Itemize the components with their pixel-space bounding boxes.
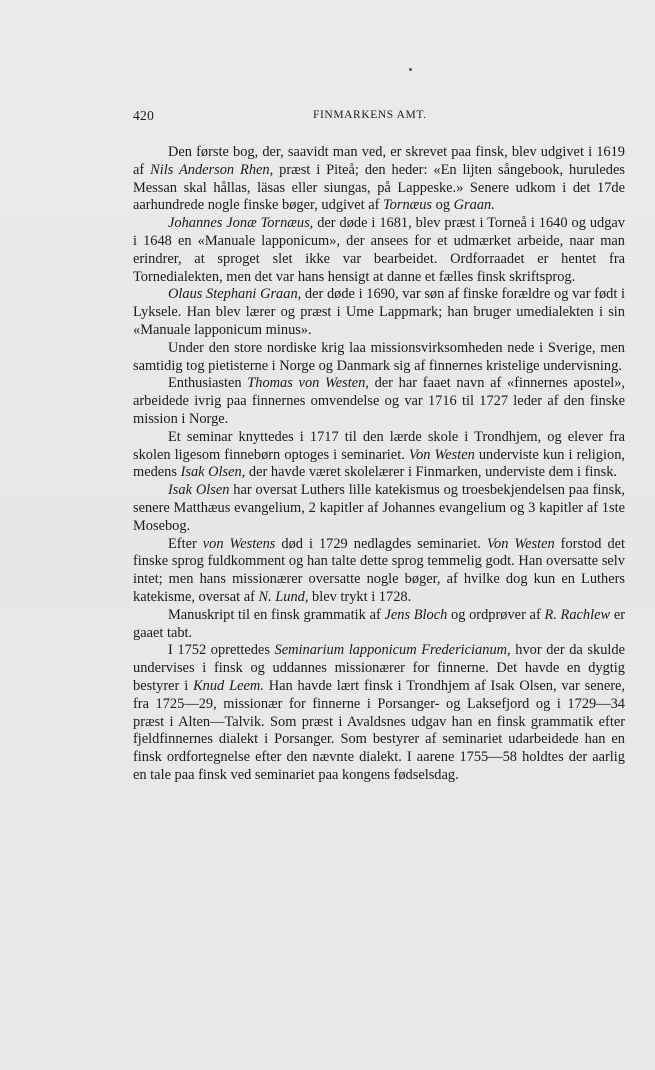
italic-name: Tornæus xyxy=(382,197,433,214)
italic-name: Jens Bloch xyxy=(384,606,448,623)
paragraph xyxy=(133,215,625,286)
paragraph xyxy=(133,375,625,428)
italic-name: Von Westen xyxy=(408,446,475,463)
text-run: blev trykt i 1728. xyxy=(308,588,412,605)
text-run: I 1752 oprettedes xyxy=(168,642,275,659)
text-run: Enthusiasten xyxy=(168,375,248,392)
body-text xyxy=(133,144,625,785)
text-run: Manuskript til en finsk grammatik af xyxy=(168,606,385,623)
text-run: og xyxy=(432,197,454,214)
text-run: har oversat Luthers lille katekismus og troesbekjendelsen paa finsk, senere Matthæus evangelium, 2 kapitler af Johannes evangelium og 3 kapitler af 1ste Mosebog. xyxy=(133,482,626,534)
text-run: og ordprøver af xyxy=(447,606,545,623)
paragraph xyxy=(133,286,625,339)
italic-name: von Westens xyxy=(202,535,276,552)
italic-name: Johannes Jonæ Tornæus, xyxy=(168,215,314,232)
italic-name: Isak Olsen xyxy=(168,482,230,499)
running-title: FINMARKENS AMT. xyxy=(313,109,427,121)
text-run: forstod det finske sprog fuldkomment og han talte dette sprog temmelig godt. Han oversatte selv intet; men hans missionærer oversatte nogle bøger, af hvilke dog kun en Luthers katekisme, oversat af xyxy=(133,535,626,605)
italic-name: Thomas von Westen, xyxy=(247,375,369,392)
text-run: Han havde lært finsk i Trondhjem af Isak Olsen, var senere, fra 1725—29, missionær for finnerne i Porsanger- og Laksefjord og i 1729—34 præst i Alten—Talvik. Som præst i Avaldsnes udgav han en finsk grammatik efter fjeldfinnernes dialekt i Porsanger. Som bestyrer af seminariet udarbeidede han en finsk ordfortegnelse efter den nævnte dialekt. I aarene 1755—58 holdtes der aarlig en tale paa finsk ved seminariet paa kongens fødselsdag. xyxy=(133,677,625,783)
text-run: Efter xyxy=(168,535,203,552)
text-run: der har faaet navn af «finnernes apostel», arbeidede ivrig paa finnernes omvendelse og var 1716 til 1727 leder af den finske mission i Norge. xyxy=(133,375,626,427)
italic-name: Olaus Stephani Graan, xyxy=(168,286,302,303)
paragraph xyxy=(133,482,625,535)
italic-name: Graan. xyxy=(453,197,495,214)
text-run: er gaaet tabt. xyxy=(133,606,625,641)
italic-name: Nils Anderson Rhen, xyxy=(150,161,274,178)
italic-name: Knud Leem. xyxy=(193,677,264,694)
speck-mark xyxy=(409,68,412,71)
text-run: død i 1729 nedlagdes seminariet. xyxy=(275,535,487,552)
text-run: Et seminar knyttedes i 1717 til den lærde skole i Trondhjem, og elever fra skolen ligesom finnebørn optoges i seminariet. xyxy=(133,428,625,463)
paragraph xyxy=(133,144,625,215)
italic-name: Isak Olsen, xyxy=(180,464,246,481)
text-run: der døde i 1690, var søn af finske forældre og var født i Lyksele. Han blev lærer og præst i Ume Lappmark; han bruger umedialekten i sin «Manuale lapponicum minus». xyxy=(133,286,625,338)
paragraph xyxy=(133,429,625,482)
text-run: præst i Piteå; den heder: «En lijten sångebook, huruledes Messan skal hållas, läsas eller siungas, på Lappeske.» Senere udkom i det 17de aarhundrede nogle finske bøger, udgivet af xyxy=(133,161,625,214)
page-number: 420 xyxy=(133,108,155,123)
paragraph xyxy=(133,642,625,784)
italic-name: N. Lund, xyxy=(258,588,309,605)
italic-name: Von Westen xyxy=(486,535,555,552)
text-run: underviste kun i religion, medens xyxy=(133,446,625,481)
text-run: hvor der da skulde undervises i finsk og uddannes missionærer for finnerne. Det havde en dygtig bestyrer i xyxy=(133,642,625,694)
paragraph xyxy=(133,340,625,376)
text-run: Den første bog, der, saavidt man ved, er skrevet paa finsk, blev udgivet i 1619 af xyxy=(133,144,625,178)
page-header xyxy=(133,108,623,128)
paragraph xyxy=(133,607,625,643)
text-run: Under den store nordiske krig laa missionsvirksomheden nede i Sverige, men samtidig tog pietisterne i Norge og Danmark sig af finnernes kristelige undervisning. xyxy=(133,339,625,374)
italic-name: Seminarium lapponicum Fredericianum, xyxy=(274,642,511,659)
paragraph xyxy=(133,536,625,607)
italic-name: R. Rachlew xyxy=(544,606,611,623)
text-run: der døde i 1681, blev præst i Torneå i 1640 og udgav i 1648 en «Manuale lapponicum», der ansees for et udmærket arbeide, naar man erindrer, at sproget slet ikke var bearbeidet. Ordforraadet er hentet fra Tornedialekten, men det var hans hensigt at danne et fælles finsk skriftsprog. xyxy=(133,215,625,285)
text-run: der havde været skolelærer i Finmarken, underviste dem i finsk. xyxy=(245,464,617,481)
